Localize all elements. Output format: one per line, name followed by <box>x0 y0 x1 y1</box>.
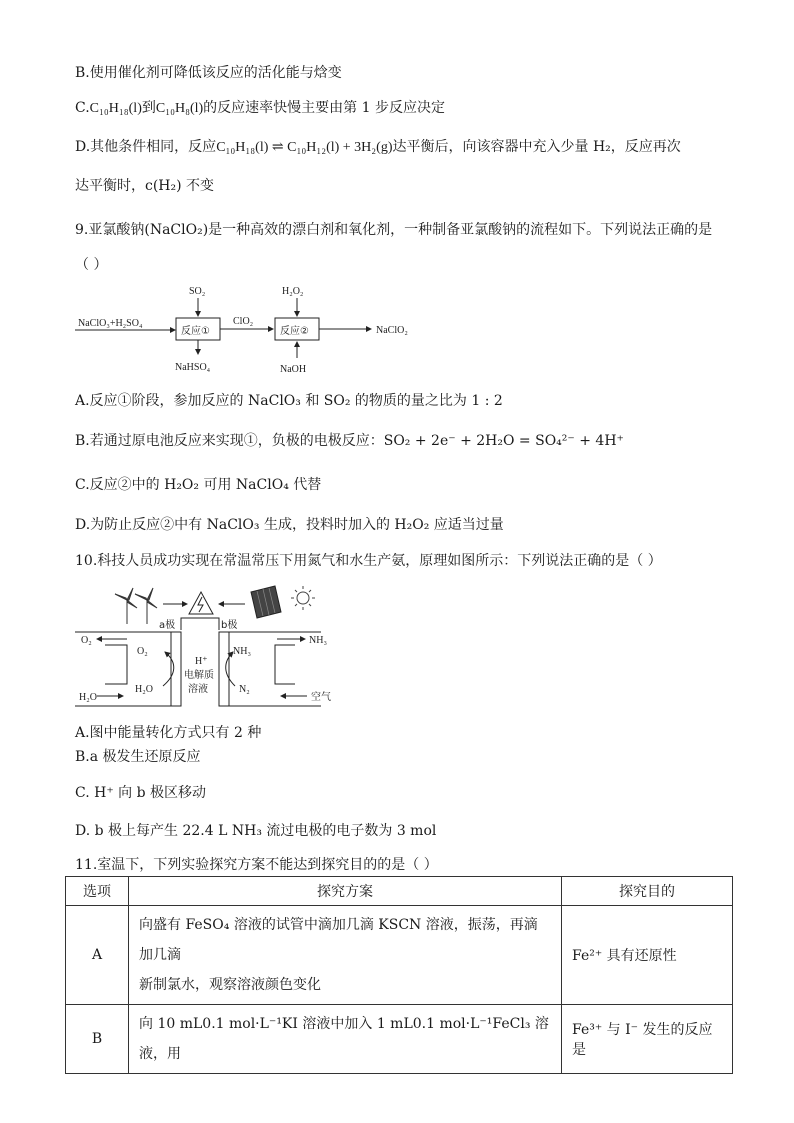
q9-option-a: A.反应①阶段，参加反应的 NaClO₃ 和 SO₂ 的物质的量之比为 1 : 2 <box>75 393 503 409</box>
n2-label: N₂ <box>239 684 250 695</box>
solar-panel-icon <box>251 586 281 618</box>
row-option: B <box>66 1005 129 1074</box>
table-row <box>66 1005 733 1074</box>
hplus-label: H⁺ <box>195 656 208 667</box>
power-triangle-icon <box>189 592 213 614</box>
q8-option-d-line2: 达平衡时，c(H₂) 不变 <box>75 178 215 194</box>
flow-box-2-input-top-label: H₂O₂ <box>282 286 304 297</box>
nh3-inner-label: NH₃ <box>233 646 251 657</box>
q10-option-a: A.图中能量转化方式只有 2 种 <box>75 725 262 741</box>
q8-option-b: B.使用催化剂可降低该反应的活化能与焓变 <box>75 65 342 81</box>
flow-box-1-label: 反应① <box>181 326 210 337</box>
nh3-out-label: NH₃ <box>309 635 327 646</box>
q11-table <box>65 876 733 1074</box>
q8-option-c: C.C₁₀H₁₈(l)到C₁₀H₈(l)的反应速率快慢主要由第 1 步反应决定 <box>75 100 445 116</box>
air-label: 空气 <box>311 692 331 703</box>
flow-box-2-input-bottom-label: NaOH <box>280 364 307 375</box>
header-goal: 探究目的 <box>562 877 733 906</box>
flow-output-label: NaClO₂ <box>376 325 408 336</box>
q10-stem: 10.科技人员成功实现在常温常压下用氮气和水生产氨，原理如图所示：下列说法正确的是（ ） <box>75 553 662 569</box>
q11-stem: 11.室温下，下列实验探究方案不能达到探究目的的是（ ） <box>75 857 438 873</box>
row-plan: 向 10 mL0.1 mol·L⁻¹KI 溶液中加入 1 mL0.1 mol·L⁻¹FeCl₃ 溶液，用 <box>129 1005 562 1074</box>
sun-icon <box>291 586 315 610</box>
q9-option-b: B.若通过原电池反应来实现①，负极的电极反应：SO₂ + 2e⁻ + 2H₂O = SO₄²⁻ + 4H⁺ <box>75 433 624 449</box>
electrolyte-label-2: 溶液 <box>188 684 208 695</box>
q9-stem: 9.亚氯酸钠(NaClO₂)是一种高效的漂白剂和氧化剂，一种制备亚氯酸钠的流程如下。下列说法正确的是 <box>75 222 713 238</box>
wind-turbine-icon <box>115 588 157 624</box>
anode-a-label: a极 <box>159 620 176 631</box>
q9-flow-diagram <box>75 280 435 378</box>
o2-out-label: O₂ <box>81 635 92 646</box>
flow-box-1-input-label: SO₂ <box>189 286 206 297</box>
table-header-row <box>66 877 733 906</box>
q10-cell-diagram <box>75 582 355 712</box>
q10-option-c: C. H⁺ 向 b 极区移动 <box>75 785 207 801</box>
q9-option-d: D.为防止反应②中有 NaClO₃ 生成，投料时加入的 H₂O₂ 应适当过量 <box>75 517 504 533</box>
q9-option-c: C.反应②中的 H₂O₂ 可用 NaClO₄ 代替 <box>75 477 322 493</box>
electrolyte-label-1: 电解质 <box>184 670 214 681</box>
flow-mid-label: ClO₂ <box>233 316 254 327</box>
o2-inner-label: O₂ <box>137 646 148 657</box>
header-option: 选项 <box>66 877 129 906</box>
flow-box-2-label: 反应② <box>280 326 309 337</box>
q8-option-d: D.其他条件相同，反应C₁₀H₁₈(l) ⇌ C₁₀H₁₂(l) + 3H₂(g)达平衡后，向该容器中充入少量 H₂，反应再次 <box>75 139 681 155</box>
q10-option-d: D. b 极上每产生 22.4 L NH₃ 流过电极的电子数为 3 mol <box>75 823 437 839</box>
flow-input-label: NaClO₃+H₂SO₄ <box>78 318 143 329</box>
q10-option-b: B.a 极发生还原反应 <box>75 749 201 765</box>
row-goal: Fe³⁺ 与 I⁻ 发生的反应是 <box>562 1005 733 1074</box>
flow-box-1-output-label: NaHSO₄ <box>175 362 211 373</box>
q9-stem-bracket: （ ） <box>75 257 108 273</box>
h2o-inner-label: H₂O <box>135 684 153 695</box>
row-option: A <box>66 906 129 1005</box>
row-goal: Fe²⁺ 具有还原性 <box>562 906 733 1005</box>
h2o-in-label: H₂O <box>79 692 97 703</box>
row-plan: 向盛有 FeSO₄ 溶液的试管中滴加几滴 KSCN 溶液，振荡，再滴加几滴 新制氯水，观察溶液颜色变化 <box>129 906 562 1005</box>
table-row <box>66 906 733 1005</box>
header-plan: 探究方案 <box>129 877 562 906</box>
cathode-b-label: b极 <box>221 620 238 631</box>
